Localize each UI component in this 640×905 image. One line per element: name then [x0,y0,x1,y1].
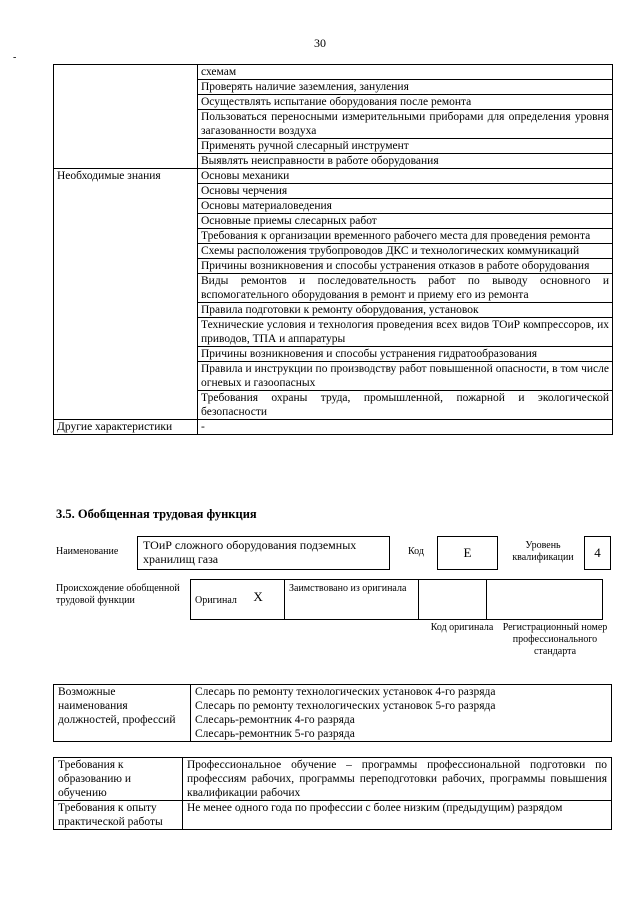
knowledge-item: Требования охраны труда, промышленной, пожарной и экологической безопасности [198,391,613,420]
skill-item: Выявлять неисправности в работе оборудования [198,154,613,169]
jobs-list [191,685,612,742]
function-code: E [437,536,498,570]
name-label: Наименование [56,546,119,557]
jobs-label: Возможные наименования должностей, профессий [54,685,191,742]
margin-mark: - [13,52,17,63]
education-value: Профессиональное обучение – программы профессиональной подготовки по профессиям рабочих, программы переподготовки рабочих, программы повышения квалификации рабочих [183,758,612,801]
origin-label: Происхождение обобщенной трудовой функции [56,583,180,606]
code-caption: Код оригинала [430,622,494,633]
knowledge-item: Основы материаловедения [198,199,613,214]
other-value: - [198,420,613,435]
job-titles-table [53,684,612,742]
requirements-table [53,757,612,830]
knowledge-item: Основные приемы слесарных работ [198,214,613,229]
borrowed-label: Заимствовано из оригинала [285,580,419,620]
knowledge-item: Причины возникновения и способы устранения отказов в работе оборудования [198,259,613,274]
experience-label: Требования к опыту практической работы [54,801,183,830]
skill-item: Применять ручной слесарный инструмент [198,139,613,154]
knowledge-label: Необходимые знания [54,169,198,184]
knowledge-item: Причины возникновения и способы устранения гидратообразования [198,347,613,362]
knowledge-item: Схемы расположения трубопроводов ДКС и технологических коммуникаций [198,244,613,259]
skill-item: схемам [198,65,613,80]
original-cell [191,580,285,620]
qualification-level: 4 [584,536,611,570]
original-label: Оригинал [195,595,237,606]
origin-table [190,579,603,620]
education-label: Требования к образованию и обучению [54,758,183,801]
skill-item: Проверять наличие заземления, зануления [198,80,613,95]
function-name: ТОиР сложного оборудования подземных хранилищ газа [137,536,390,570]
original-mark: X [253,589,263,604]
knowledge-item: Технические условия и технология проведения всех видов ТОиР компрессоров, их приводов, ТПА и аппаратуры [198,318,613,347]
empty-label-cell [54,65,198,80]
knowledge-item: Основы черчения [198,184,613,199]
level-label: Уровень квалификации [512,540,574,563]
skills-knowledge-table [53,64,613,435]
knowledge-item: Основы механики [198,169,613,184]
knowledge-item: Правила и инструкции по производству работ повышенной опасности, в том числе огневых и газоопасных [198,362,613,391]
knowledge-item: Требования к организации временного рабочего места для проведения ремонта [198,229,613,244]
job-title: Слесарь-ремонтник 5-го разряда [195,728,355,740]
page-number: 30 [314,36,326,50]
job-title: Слесарь по ремонту технологических установок 4-го разряда [195,686,496,698]
registration-number-cell [487,580,603,620]
skill-item: Пользоваться переносными измерительными приборами для определения уровня загазованности воздуха [198,110,613,139]
other-label: Другие характеристики [54,420,198,435]
original-code-cell [419,580,487,620]
registration-caption: Регистрационный номер профессионального стандарта [502,622,608,657]
job-title: Слесарь по ремонту технологических установок 5-го разряда [195,700,496,712]
experience-value: Не менее одного года по профессии с более низким (предыдущим) разрядом [183,801,612,830]
code-label: Код [408,546,424,557]
job-title: Слесарь-ремонтник 4-го разряда [195,714,355,726]
knowledge-item: Виды ремонтов и последовательность работ по выводу основного и вспомогательного оборудования в ремонт и приему его из ремонта [198,274,613,303]
knowledge-item: Правила подготовки к ремонту оборудования, установок [198,303,613,318]
skill-item: Осуществлять испытание оборудования после ремонта [198,95,613,110]
section-title: 3.5. Обобщенная трудовая функция [56,507,257,521]
